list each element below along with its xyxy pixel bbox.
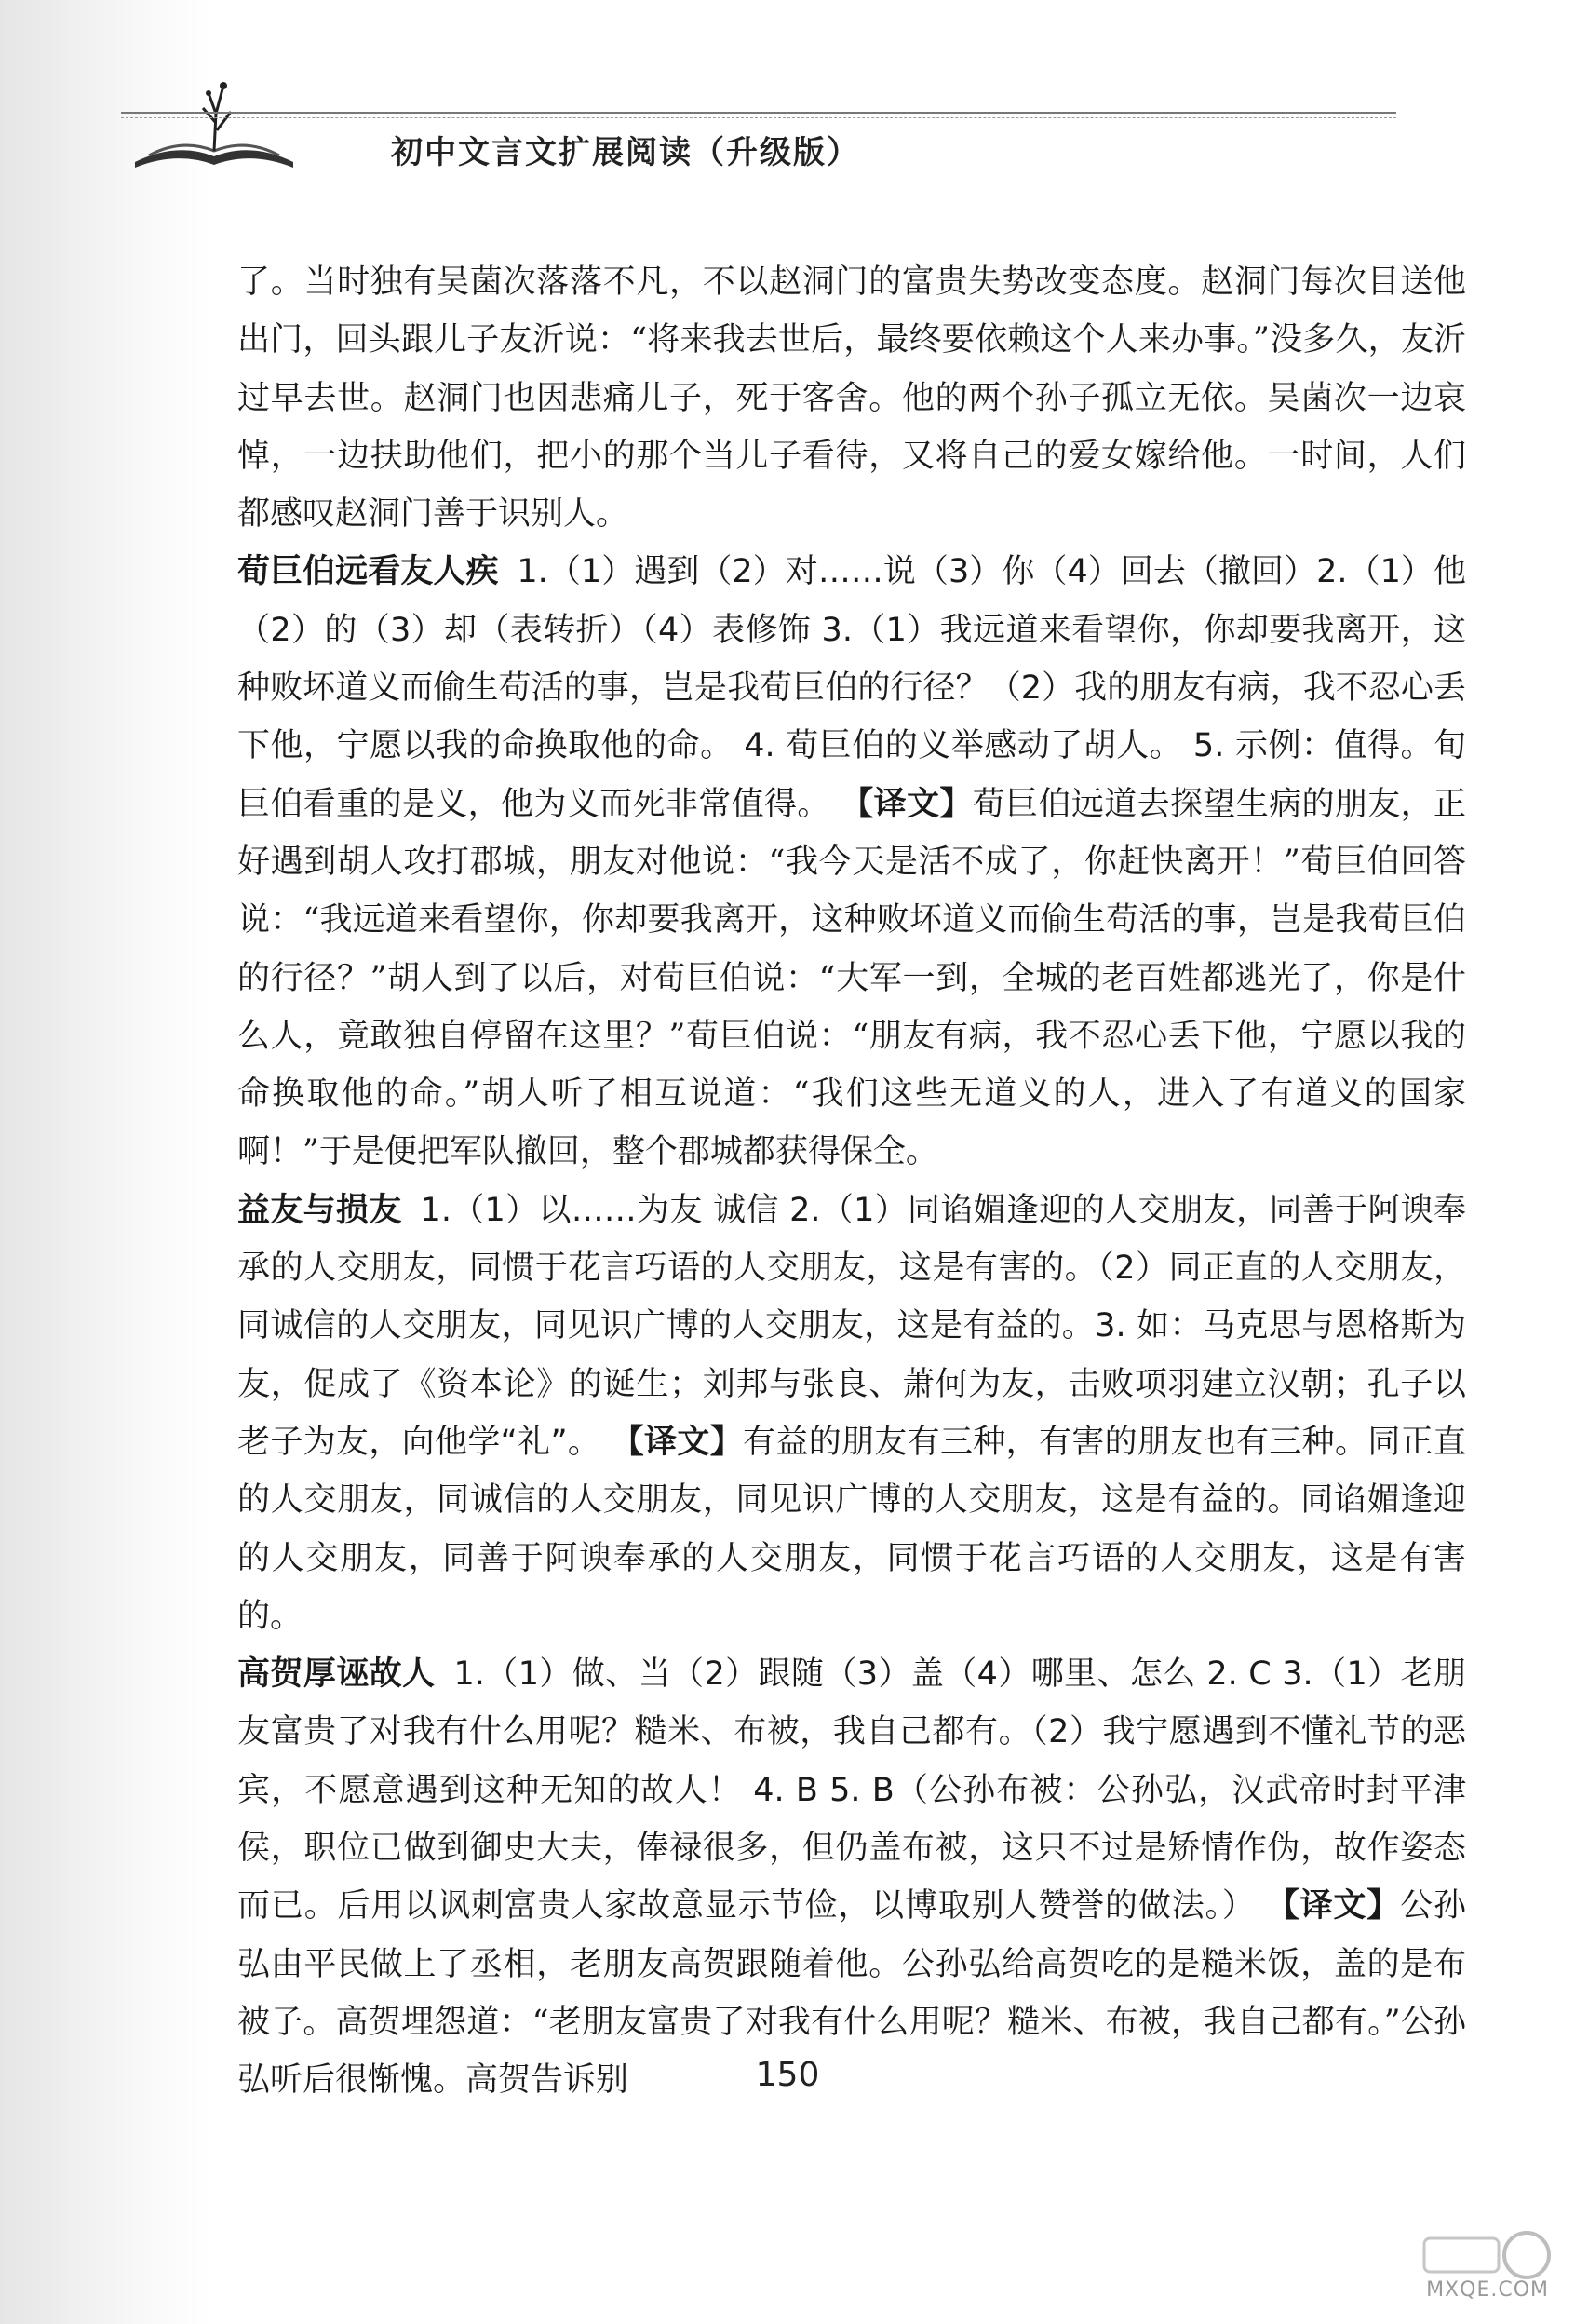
section-answers: 1.（1）遇到（2）对……说（3）你（4）回去（撤回）2.（1）他（2）的（3）却（表转折）（4）表修饰 3.（1）我远道来看望你，你却要我离开，这种败坏道义而偷生苟活的事，岂是我荀巨伯的行径？（2）我的朋友有病，我不忍心丢下他，宁愿以我的命换取他的命。 4. 荀巨伯的义举感动了胡人。 5. 示例：值得。旬巨伯看重的是义，他为义而死非常值得。 — [237, 553, 1466, 823]
section-title: 益友与损友 — [237, 1191, 402, 1229]
header-rule-dashed — [121, 117, 1396, 118]
section-answers: 1.（1）以……为友 诚信 2.（1）同谄媚逢迎的人交朋友，同善于阿谀奉承的人交朋友，同惯于花言巧语的人交朋友，这是有害的。（2）同正直的人交朋友，同诚信的人交朋友，同见识广博的人交朋友，这是有益的。3. 如：马克思与恩格斯为友，促成了《资本论》的诞生；刘邦与张良、萧何为友，击败项羽建立汉朝；孔子以老子为友，向他学“礼”。 — [237, 1191, 1466, 1461]
translation-label: 【译文】 — [841, 785, 973, 823]
page-header — [121, 65, 1443, 177]
page-number: 150 — [755, 2056, 820, 2094]
section-yiyou-sunyou — [237, 1182, 1466, 1645]
header-title: 初中文言文扩展阅读（升级版） — [391, 134, 860, 171]
section-gao-he — [237, 1645, 1466, 2109]
translation-text: 荀巨伯远道去探望生病的朋友，正好遇到胡人攻打郡城，朋友对他说：“我今天是活不成了，你赶快离开！”荀巨伯回答说：“我远道来看望你，你却要我离开，这种败坏道义而偷生苟活的事，岂是我荀巨伯的行径？”胡人到了以后，对荀巨伯说：“大军一到，全城的老百姓都逃光了，你是什么人，竟敢独自停留在这里？”荀巨伯说：“朋友有病，我不忍心丢下他，宁愿以我的命换取他的命。”胡人听了相互说道：“我们这些无道义的人，进入了有道义的国家啊！”于是便把军队撤回，整个郡城都获得保全。 — [237, 785, 1466, 1171]
section-answers: 1.（1）做、当（2）跟随（3）盖（4）哪里、怎么 2. C 3.（1）老朋友富贵了对我有什么用呢？糙米、布被，我自己都有。（2）我宁愿遇到不懂礼节的恶宾，不愿意遇到这种无知的故人！ 4. B 5. B（公孙布被：公孙弘，汉武帝时封平津侯，职位已做到御史大夫，俸禄很多，但仍盖布被，这只不过是矫情作伪，故作姿态而已。后用以讽刺富贵人家故意显示节俭，以博取别人赞誉的做法。） — [237, 1655, 1466, 1925]
translation-label: 【译文】 — [1266, 1887, 1401, 1925]
translation-label: 【译文】 — [611, 1423, 744, 1461]
translation-text: 有益的朋友有三种，有害的朋友也有三种。同正直的人交朋友，同诚信的人交朋友，同见识广博的人交朋友，这是有益的。同谄媚逢迎的人交朋友，同善于阿谀奉承的人交朋友，同惯于花言巧语的人交朋友，这是有害的。 — [237, 1423, 1466, 1635]
paragraph-continuation: 了。当时独有吴菌次落落不凡，不以赵洞门的富贵失势改变态度。赵洞门每次目送他出门，回头跟儿子友沂说：“将来我去世后，最终要依赖这个人来办事。”没多久，友沂过早去世。赵洞门也因悲痛儿子，死于客舍。他的两个孙子孤立无依。吴菌次一边哀悼，一边扶助他们，把小的那个当儿子看待，又将自己的爱女嫁给他。一时间，人们都感叹赵洞门善于识别人。 — [237, 263, 1466, 534]
section-title: 高贺厚诬故人 — [237, 1655, 436, 1694]
open-book-logo-icon — [130, 76, 298, 169]
answer-content — [237, 253, 1466, 2110]
watermark-text: MXQE.COM — [1426, 2278, 1549, 2302]
translation-text: 公孙弘由平民做上了丞相，老朋友高贺跟随着他。公孙弘给高贺吃的是糙米饭，盖的是布被子。高贺埋怨道：“老朋友富贵了对我有什么用呢？糙米、布被，我自己都有。”公孙弘听后很惭愧。高贺告诉别 — [237, 1887, 1466, 2100]
page-edge-shadow — [0, 0, 214, 2324]
section-xun-jubo — [237, 543, 1466, 1181]
header-rule — [121, 112, 1396, 114]
section-title: 荀巨伯远看友人疾 — [237, 553, 499, 591]
